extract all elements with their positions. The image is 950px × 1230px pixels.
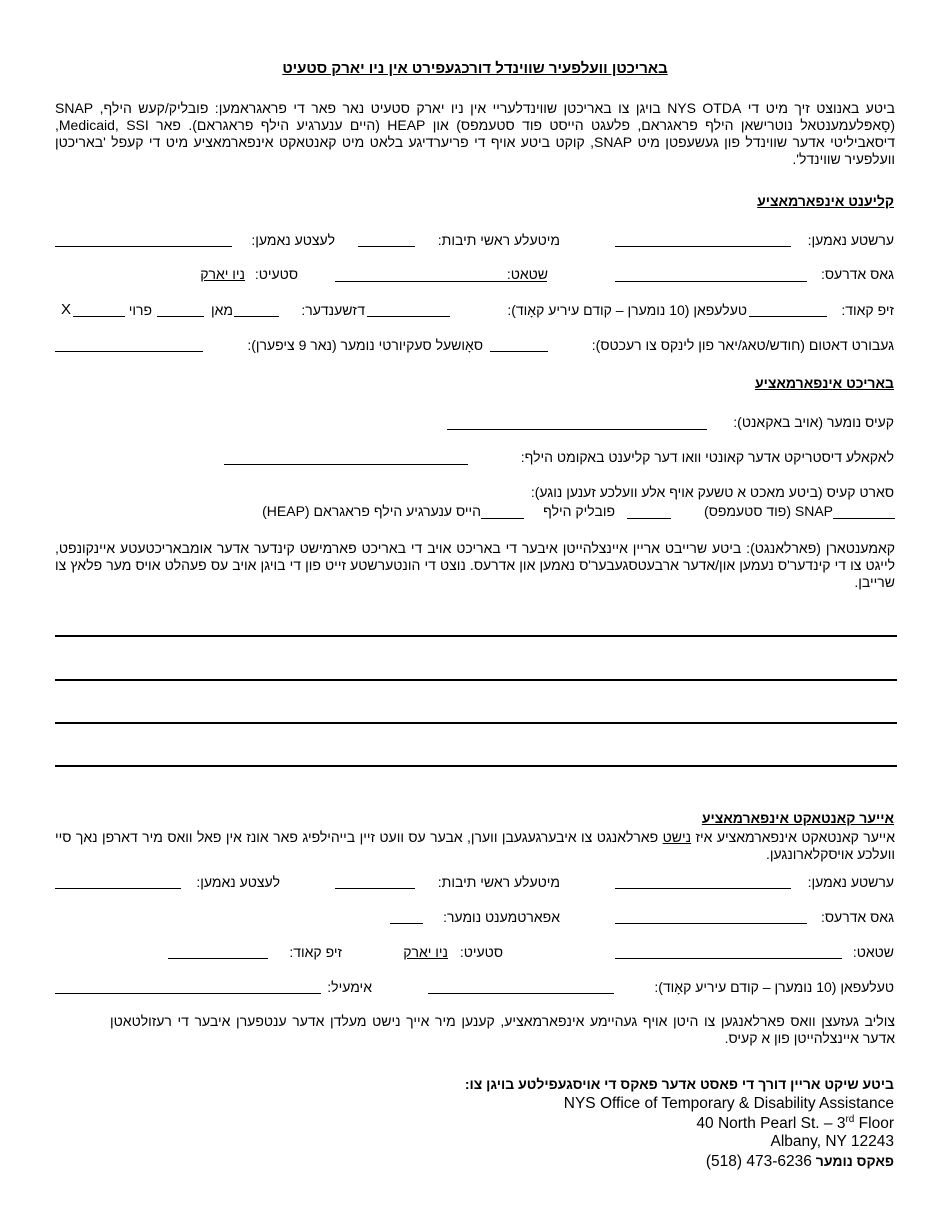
public-assistance-label: פובליק הילף	[543, 503, 615, 519]
contact-city-label: שטאט:	[852, 944, 894, 960]
contact-phone-label: טעלעפאן (10 נומערן – קודם עיריע קאָוד):	[654, 979, 894, 995]
comment-line-4[interactable]	[55, 765, 897, 767]
contact-apartment-field[interactable]	[390, 923, 423, 924]
mailing-heading: ביטע שיקט אריין דורך די פאסט אדער פאקס די אויסגעפילטע בויגן צו:	[464, 1076, 894, 1092]
snap-checkbox[interactable]	[833, 518, 895, 519]
contact-phone-field[interactable]	[428, 993, 614, 994]
contact-zip-label: זיפ קאוד:	[289, 944, 342, 960]
client-section-heading: קליענט אינפארמאציע	[757, 193, 894, 209]
fax-number: (518) 473-6236	[705, 1153, 812, 1170]
client-ssn-field[interactable]	[55, 351, 203, 352]
contact-state-value: ניו יארק	[403, 944, 448, 960]
comment-line-2[interactable]	[55, 679, 897, 681]
client-state-label: סטעיט:	[254, 266, 298, 282]
case-number-label: קעיס נומער (אויב באקאנט):	[733, 414, 894, 430]
client-zip-label: זיפ קאוד:	[841, 302, 894, 318]
contact-note-part2: פארלאנגט צו איבערגעגעבן ווערן, אבער עס וועט זיין בייהילפיג פאר אונז אין פאל וואס מיר דארפן נאך סיי וועלכע אויסקלארונגען.	[55, 829, 895, 862]
client-street-label: גאס אדרעס:	[820, 266, 894, 282]
client-dob-label: געבורט דאטום (חודש/טאג/יאר פון לינקס צו רעכטס):	[591, 337, 894, 353]
client-ssn-label: סאָושעל סעקיורטי נומער (נאר 9 ציפערן):	[247, 337, 483, 353]
comments-instructions: קאמענטארן (פארלאנגט): ביטע שרייבט אריין איינצלהייטן איבער די באריכט אויב די באריכט פארמישט קינדער אדער אומבאריכטעטע איינקונפט, לייגט צו די קינדער'ס נעמען און/אדער ארבעטסגעבער'ס נאמען און אדרעס. נוצט די הונטערשטע זייט פון די בויגן אויב עס פעהלט אויס מער פלאץ צו שרייבן.	[55, 540, 895, 590]
mailing-line-2-sup: rd	[845, 1114, 855, 1125]
client-last-name-field[interactable]	[55, 246, 232, 247]
client-city-label: שטאט:	[506, 266, 548, 282]
client-phone-field[interactable]	[367, 316, 450, 317]
fax-line	[706, 1153, 894, 1171]
contact-city-field[interactable]	[615, 958, 842, 959]
contact-first-name-field[interactable]	[615, 888, 791, 889]
intro-paragraph: ביטע באנוצט זיך מיט די NYS OTDA בויגן צו באריכטן שווינדלעריי אין ניו יארק סטעיט נאר פאר די פראגראמען: פובליק/קעש הילף, SNAP (סָאפּלעמענטאל נוטרישאן הילף פראגראם, פלעגט הייסט פוד סטעמפס) און HEAP (היים ענערגיע הילף פראגראם). פאר Medicaid, SSI, דיסאביליטי אדער שווינדל פון געשעפטן מיט SNAP, קוקט ביטע אויף די פריערדיגע בלאט מיט קאנטאקט אינפארמאציע מיט די קעפל 'באריכטן וועלפעיר שווינדל'.	[55, 100, 895, 167]
contact-apartment-label: אפארטמענט נומער:	[443, 909, 560, 925]
client-first-name-field[interactable]	[615, 246, 791, 247]
snap-label: SNAP (פוד סטעמפס)	[704, 503, 833, 519]
client-city-field[interactable]	[335, 281, 547, 282]
client-dob-field[interactable]	[490, 351, 548, 352]
contact-section-heading: אייער קאנטאקט אינפארמאציע	[701, 810, 894, 826]
client-gender-x-mark: X	[61, 301, 72, 318]
mailing-line-1: NYS Office of Temporary & Disability Assistance	[563, 1095, 894, 1112]
client-gender-label: דזשענדער:	[301, 302, 365, 318]
client-gender-male-checkbox[interactable]	[234, 316, 279, 317]
report-section-heading: באריכט אינפארמאציע	[754, 375, 894, 391]
fax-label: פאקס נומער	[815, 1153, 894, 1169]
client-middle-initial-field[interactable]	[358, 246, 415, 247]
case-number-field[interactable]	[447, 429, 707, 430]
contact-middle-initial-field[interactable]	[335, 888, 415, 889]
mailing-line-3: Albany, NY 12243	[770, 1133, 894, 1150]
contact-state-label: סטעיט:	[459, 944, 503, 960]
contact-street-field[interactable]	[615, 923, 807, 924]
contact-last-name-field[interactable]	[55, 888, 181, 889]
contact-email-field[interactable]	[55, 993, 321, 994]
client-phone-label: טעלעפאן (10 נומערן – קודם עיריע קאָוד):	[507, 302, 747, 318]
public-assistance-checkbox[interactable]	[627, 518, 671, 519]
comment-line-1[interactable]	[55, 635, 897, 637]
district-field[interactable]	[224, 464, 468, 465]
client-gender-female-label: פרוי	[128, 302, 152, 318]
mailing-line-2-a: 40 North Pearl St. – 3	[696, 1115, 846, 1133]
client-gender-female-checkbox[interactable]	[157, 316, 204, 317]
client-gender-male-label: מאן	[210, 302, 233, 318]
client-last-name-label: לעצטע נאמען:	[251, 232, 335, 248]
district-label: לאקאלע דיסטריקט אדער קאונטי וואו דער קליענט באקומט הילף:	[520, 449, 894, 465]
client-first-name-label: ערשטע נאמען:	[807, 232, 894, 248]
contact-street-label: גאס אדרעס:	[820, 909, 894, 925]
contact-note	[55, 829, 895, 865]
contact-last-name-label: לעצטע נאמען:	[196, 874, 280, 890]
heap-checkbox[interactable]	[481, 518, 524, 519]
client-state-value: ניו יארק	[200, 266, 245, 282]
client-street-field[interactable]	[615, 281, 807, 282]
client-zip-field[interactable]	[749, 316, 827, 317]
contact-first-name-label: ערשטע נאמען:	[807, 874, 894, 890]
contact-middle-initial-label: מיטעלע ראשי תיבות:	[437, 874, 560, 890]
comment-line-3[interactable]	[55, 722, 897, 724]
confidentiality-note: צוליב געזעצן וואס פארלאנגען צו היטן אויף געהיימע אינפארמאציע, קענען מיר אייך נישט מעלדן אדער ענטפערן איבער די רעזולטאטן אדער איינצלהייטן פון א קעיס.	[110, 1013, 895, 1046]
mailing-line-2-b: Floor	[854, 1115, 894, 1133]
contact-zip-field[interactable]	[168, 958, 268, 959]
page-title: באריכטן וועלפעיר שווינדל דורכגעפירט אין ניו יארק סטעיט	[282, 60, 668, 77]
client-gender-x-field[interactable]	[73, 316, 125, 317]
mailing-line-2	[696, 1114, 894, 1133]
contact-email-label: אימעיל:	[327, 979, 372, 995]
contact-note-emphasis: נישט	[662, 829, 692, 845]
case-type-label: סארט קעיס (ביטע מאכט א טשעק אויף אלע וועלכע זענען נוגע):	[530, 484, 894, 500]
contact-note-part1: אייער קאנטאקט אינפארמאציע איז	[695, 829, 895, 845]
heap-label: הייס ענערגיע הילף פראגראם (HEAP)	[262, 503, 481, 519]
client-middle-initial-label: מיטעלע ראשי תיבות:	[437, 232, 560, 248]
